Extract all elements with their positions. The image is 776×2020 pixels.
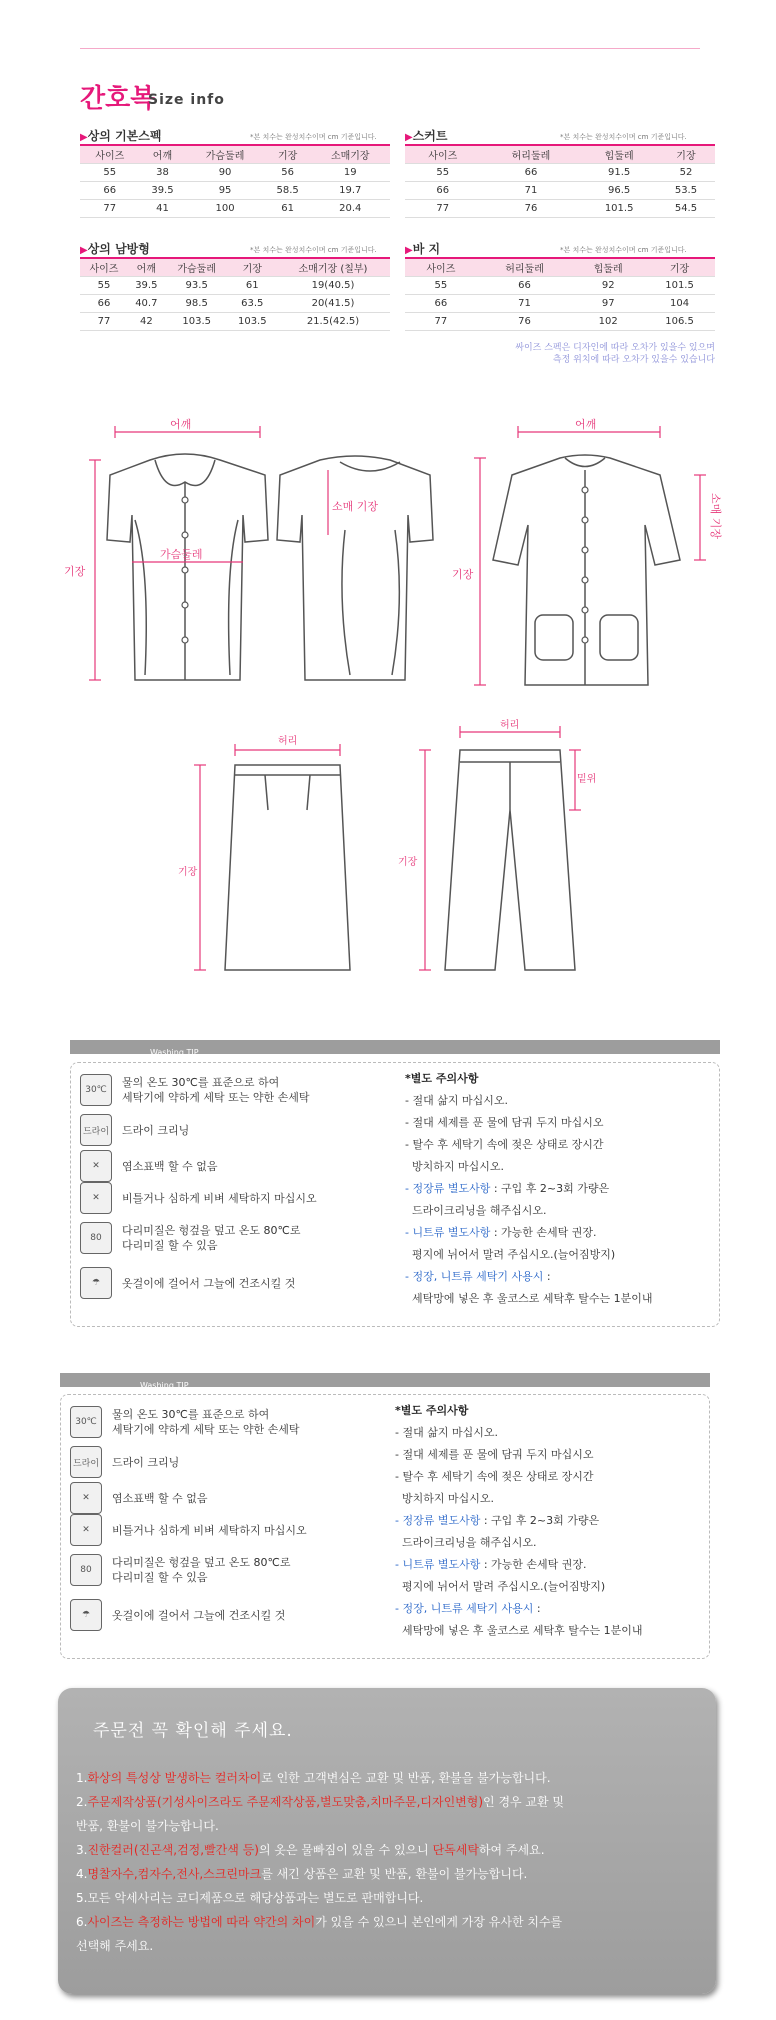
caution-item: - 탈수 후 세탁기 속에 젖은 상태로 장시간 (395, 1470, 594, 1483)
table-header-cell: 사이즈 (80, 258, 128, 276)
table-cell: 55 (405, 163, 481, 181)
table-title-top-basic: ▶상의 기본스펙 (80, 129, 162, 143)
washing-instruction-text: 옷걸이에 걸어서 그늘에 건조시킬 것 (122, 1276, 296, 1290)
table-cell: 77 (405, 199, 481, 217)
table-header-cell: 어깨 (140, 145, 186, 163)
table-row (80, 181, 390, 199)
table-cell: 98.5 (165, 294, 229, 312)
top-garment-diagrams (60, 420, 720, 690)
caution-knit: - 니트류 별도사항 : 가능한 손세탁 권장. (405, 1226, 597, 1239)
table-cell: 56 (265, 163, 311, 181)
table-cell: 103.5 (229, 312, 276, 330)
table-cell: 39.5 (128, 276, 165, 294)
caution-suit-2: 드라이크리닝을 해주십시오. (405, 1204, 547, 1217)
table-cell: 90 (185, 163, 264, 181)
table-cell: 71 (477, 294, 573, 312)
order-line-2: 2.주문제작상품(기성사이즈라도 주문제작상품,별도맞춤,치마주문,디자인변형)인 경우 교환 및 (76, 1795, 565, 1809)
caution-item: - 탈수 후 세탁기 속에 젖은 상태로 장시간 (405, 1138, 604, 1151)
table-cell: 106.5 (644, 312, 715, 330)
caution-list-2 (395, 1400, 643, 1642)
dry-clean-icon: 드라이 (80, 1114, 112, 1146)
table-cell: 102 (572, 312, 644, 330)
washing-instruction (80, 1182, 317, 1214)
washing-instruction-text: 다리미질은 헝겊을 덮고 온도 80℃로 다리미질 할 수 있음 (112, 1556, 291, 1584)
washing-instruction (80, 1150, 218, 1182)
table-header-cell: 사이즈 (405, 145, 481, 163)
label-waist: 허리 (278, 736, 298, 747)
label-rise: 밑위 (577, 774, 597, 785)
table-row (80, 312, 390, 330)
size-table-pants (405, 257, 715, 331)
caution-list (405, 1068, 653, 1310)
table-row (405, 276, 715, 294)
caution-title: *별도 주의사항 (405, 1072, 479, 1085)
table-cell: 40.7 (128, 294, 165, 312)
no-wring-icon: ✕ (70, 1514, 102, 1546)
iron-80-icon: 80 (70, 1554, 102, 1586)
size-table-top-men (80, 257, 390, 331)
table-cell: 20(41.5) (276, 294, 390, 312)
washing-instruction-2 (70, 1406, 300, 1438)
table-row (80, 199, 390, 217)
size-table-top-basic (80, 144, 390, 218)
table-cell: 66 (80, 294, 128, 312)
caution-item: - 절대 세제를 푼 물에 담궈 두지 마십시오 (405, 1116, 604, 1129)
table-title-top-men: ▶상의 남방형 (80, 242, 150, 256)
table-cell: 100 (185, 199, 264, 217)
caution-item: - 절대 삶지 마십시오. (405, 1094, 508, 1107)
table-cell: 66 (80, 181, 140, 199)
table-header-cell: 기장 (229, 258, 276, 276)
table-header-cell: 소매기장 (311, 145, 390, 163)
wash-30-icon: 30℃ (70, 1406, 102, 1438)
table-header-cell: 어깨 (128, 258, 165, 276)
table-row (405, 294, 715, 312)
label-sleeve: 소매 기장 (332, 500, 379, 513)
table-cell: 55 (80, 276, 128, 294)
table-cell: 53.5 (657, 181, 715, 199)
page-subtitle: Size info (148, 92, 225, 108)
caution-title: *별도 주의사항 (395, 1404, 469, 1417)
order-line-6: 6.사이즈는 측정하는 방법에 따라 약간의 차이가 있을 수 있으니 본인에게 가장 유사한 치수를 (76, 1915, 563, 1929)
table-cell: 42 (128, 312, 165, 330)
order-line-6b: 선택해 주세요. (76, 1939, 154, 1953)
table-header-cell: 기장 (644, 258, 715, 276)
table-row (80, 276, 390, 294)
label-shoulder-2: 어깨 (575, 418, 597, 431)
order-line-1: 1.화상의 특성상 발생하는 컬러차이로 인한 고객변심은 교환 및 반품, 환불을 불가능합니다. (76, 1771, 551, 1785)
table-row (80, 163, 390, 181)
washing-instruction (80, 1267, 295, 1299)
table-cell: 76 (481, 199, 582, 217)
washing-instruction-2 (70, 1446, 179, 1478)
bottom-garment-diagrams (170, 720, 597, 980)
table-cell: 19.7 (311, 181, 390, 199)
size-note: 싸이즈 스펙은 디자인에 따라 오차가 있을수 있으며 측정 위치에 따라 오차가 있을수 있습니다 (515, 343, 715, 365)
top-divider (80, 48, 700, 49)
table-note: *본 치수는 완성치수이며 cm 기준입니다. (560, 246, 687, 254)
table-note: *본 치수는 완성치수이며 cm 기준입니다. (250, 133, 377, 141)
table-cell: 104 (644, 294, 715, 312)
washing-instruction-text: 드라이 크리닝 (112, 1455, 180, 1469)
table-note: *본 치수는 완성치수이며 cm 기준입니다. (250, 246, 377, 254)
table-cell: 19 (311, 163, 390, 181)
dry-clean-icon: 드라이 (70, 1446, 102, 1478)
table-cell: 55 (80, 163, 140, 181)
washing-instruction-text: 물의 온도 30℃를 표준으로 하여 세탁기에 약하게 세탁 또는 약한 손세탁 (112, 1408, 300, 1436)
table-cell: 38 (140, 163, 186, 181)
table-row (405, 199, 715, 217)
caution-suit-2: 드라이크리닝을 해주십시오. (395, 1536, 537, 1549)
table-cell: 103.5 (165, 312, 229, 330)
table-cell: 101.5 (581, 199, 657, 217)
washing-instruction-2 (70, 1554, 290, 1586)
washing-instruction-text: 옷걸이에 걸어서 그늘에 건조시킬 것 (112, 1608, 286, 1622)
table-cell: 58.5 (265, 181, 311, 199)
table-cell: 39.5 (140, 181, 186, 199)
washing-instruction (80, 1074, 310, 1106)
table-cell: 77 (405, 312, 477, 330)
washing-instruction-2 (70, 1482, 208, 1514)
caution-knit: - 니트류 별도사항 : 가능한 손세탁 권장. (395, 1558, 587, 1571)
table-row (405, 163, 715, 181)
washing-tip-bar-2: Washing TIP (60, 1373, 710, 1387)
table-cell: 77 (80, 312, 128, 330)
washing-instruction-text: 염소표백 할 수 없음 (122, 1159, 218, 1173)
table-cell: 21.5(42.5) (276, 312, 390, 330)
table-row (405, 181, 715, 199)
caution-item: 방치하지 마십시오. (395, 1492, 494, 1505)
table-cell: 93.5 (165, 276, 229, 294)
table-header-cell: 힙둘레 (581, 145, 657, 163)
table-cell: 95 (185, 181, 264, 199)
table-row (80, 294, 390, 312)
table-cell: 91.5 (581, 163, 657, 181)
table-cell: 76 (477, 312, 573, 330)
caution-item: - 절대 세제를 푼 물에 담궈 두지 마십시오 (395, 1448, 594, 1461)
table-header-cell: 가슴둘레 (165, 258, 229, 276)
label-shoulder: 어깨 (170, 418, 192, 431)
washing-instruction-2 (70, 1514, 307, 1546)
label-length-2: 기장 (452, 568, 474, 581)
washing-instruction (80, 1114, 189, 1146)
order-notice-title: 주문전 꼭 확인해 주세요. (93, 1721, 293, 1741)
table-cell: 41 (140, 199, 186, 217)
table-header-cell: 기장 (657, 145, 715, 163)
washing-instruction-2 (70, 1599, 285, 1631)
table-cell: 77 (80, 199, 140, 217)
table-cell: 101.5 (644, 276, 715, 294)
no-wring-icon: ✕ (80, 1182, 112, 1214)
washing-instruction-text: 물의 온도 30℃를 표준으로 하여 세탁기에 약하게 세탁 또는 약한 손세탁 (122, 1076, 310, 1104)
washing-instruction-text: 비틀거나 심하게 비벼 세탁하지 마십시오 (122, 1191, 317, 1205)
iron-80-icon: 80 (80, 1222, 112, 1254)
table-cell: 92 (572, 276, 644, 294)
washing-instruction-text: 드라이 크리닝 (122, 1123, 190, 1137)
caution-machine-2: 세탁망에 넣은 후 울코스로 세탁후 탈수는 1분이내 (395, 1624, 643, 1637)
table-header-cell: 기장 (265, 145, 311, 163)
wash-30-icon: 30℃ (80, 1074, 112, 1106)
table-header-cell: 허리둘레 (481, 145, 582, 163)
washing-instruction-text: 염소표백 할 수 없음 (112, 1491, 208, 1505)
label-skirt-length: 기장 (178, 867, 198, 878)
order-line-2b: 반품, 환불이 불가능합니다. (76, 1819, 219, 1833)
washing-tip-bar: Washing TIP (70, 1040, 720, 1054)
washing-instruction (80, 1222, 300, 1254)
caution-item: - 절대 삶지 마십시오. (395, 1426, 498, 1439)
table-header-cell: 소매기장 (칠부) (276, 258, 390, 276)
caution-machine-2: 세탁망에 넣은 후 울코스로 세탁후 탈수는 1분이내 (405, 1292, 653, 1305)
washing-instruction-text: 다리미질은 헝겊을 덮고 온도 80℃로 다리미질 할 수 있음 (122, 1224, 301, 1252)
label-sleeve-2: 소매 기장 (709, 493, 722, 540)
table-cell: 19(40.5) (276, 276, 390, 294)
table-header-cell: 가슴둘레 (185, 145, 264, 163)
table-cell: 61 (265, 199, 311, 217)
size-table-skirt (405, 144, 715, 218)
table-cell: 61 (229, 276, 276, 294)
caution-knit-2: 평지에 뉘어서 말려 주십시오.(늘어짐방지) (395, 1580, 606, 1593)
table-cell: 20.4 (311, 199, 390, 217)
table-cell: 66 (405, 181, 481, 199)
table-cell: 55 (405, 276, 477, 294)
label-length: 기장 (64, 565, 86, 578)
label-waist-2: 허리 (500, 720, 520, 731)
table-cell: 96.5 (581, 181, 657, 199)
order-line-3: 3.진한컬러(진곤색,검정,빨간색 등)의 옷은 물빠짐이 있을 수 있으니 단독세탁하여 주세요. (76, 1843, 545, 1857)
table-row (405, 312, 715, 330)
caution-machine: - 정장, 니트류 세탁기 사용시 : (395, 1602, 541, 1615)
shade-dry-icon: ☂ (80, 1267, 112, 1299)
caution-item: 방치하지 마십시오. (405, 1160, 504, 1173)
table-header-cell: 허리둘레 (477, 258, 573, 276)
order-line-4: 4.명찰자수,컴자수,전사,스크린마크를 새긴 상품은 교환 및 반품, 환불이 불가능합니다. (76, 1867, 528, 1881)
caution-knit-2: 평지에 뉘어서 말려 주십시오.(늘어짐방지) (405, 1248, 616, 1261)
table-cell: 66 (481, 163, 582, 181)
shade-dry-icon: ☂ (70, 1599, 102, 1631)
label-pants-length: 기장 (398, 857, 418, 868)
table-header-cell: 사이즈 (80, 145, 140, 163)
table-cell: 66 (405, 294, 477, 312)
table-header-cell: 힙둘레 (572, 258, 644, 276)
table-title-pants: ▶바 지 (405, 242, 441, 256)
washing-instruction-text: 비틀거나 심하게 비벼 세탁하지 마십시오 (112, 1523, 307, 1537)
order-notice-box (58, 1688, 716, 1994)
label-chest: 가슴둘레 (160, 548, 203, 561)
caution-machine: - 정장, 니트류 세탁기 사용시 : (405, 1270, 551, 1283)
caution-suit: - 정장류 별도사항 : 구입 후 2~3회 가량은 (405, 1182, 610, 1195)
order-line-5: 5.모든 악세사리는 코디제품으로 해당상품과는 별도로 판매합니다. (76, 1891, 424, 1905)
table-cell: 97 (572, 294, 644, 312)
no-bleach-icon: ✕ (80, 1150, 112, 1182)
caution-suit: - 정장류 별도사항 : 구입 후 2~3회 가량은 (395, 1514, 600, 1527)
table-cell: 71 (481, 181, 582, 199)
table-title-skirt: ▶스커트 (405, 129, 448, 143)
table-cell: 54.5 (657, 199, 715, 217)
table-note: *본 치수는 완성치수이며 cm 기준입니다. (560, 133, 687, 141)
page-title: 간호복 (80, 84, 156, 114)
table-cell: 63.5 (229, 294, 276, 312)
table-header-cell: 사이즈 (405, 258, 477, 276)
table-cell: 66 (477, 276, 573, 294)
table-cell: 52 (657, 163, 715, 181)
no-bleach-icon: ✕ (70, 1482, 102, 1514)
